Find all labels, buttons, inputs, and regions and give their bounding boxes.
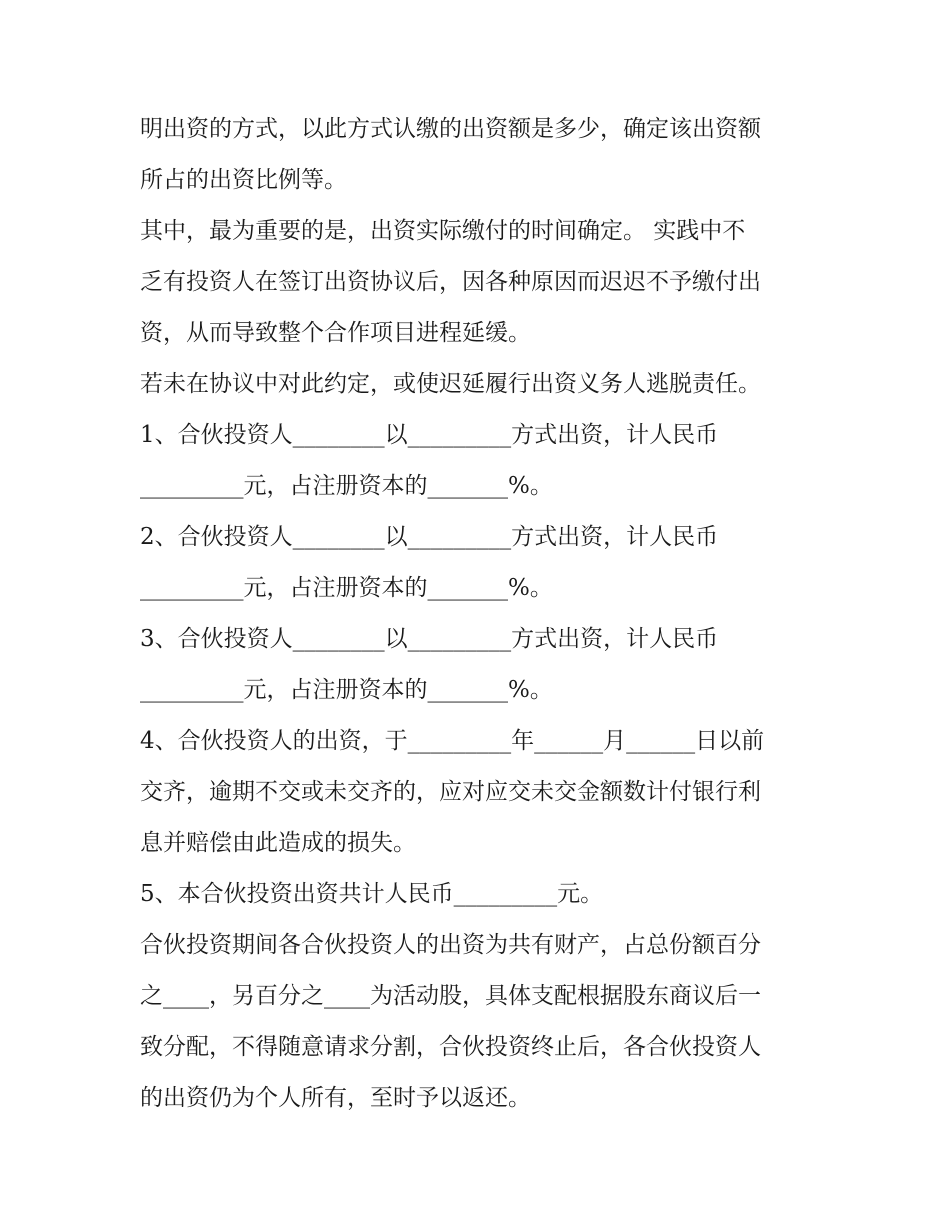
clause-2-line: _________元，占注册资本的_______%。	[140, 575, 553, 601]
clause-4-line: 交齐，逾期不交或未交齐的，应对应交未交金额数计付银行利	[140, 779, 761, 805]
text-line: 致分配，不得随意请求分割，合伙投资终止后，各合伙投资人	[140, 1034, 761, 1060]
text-line: 乏有投资人在签订出资协议后，因各种原因而迟迟不予缴付出	[140, 269, 761, 295]
text-line: 之____，另百分之____为活动股，具体支配根据股东商议后一	[140, 983, 761, 1009]
clause-4-line: 息并赔偿由此造成的损失。	[140, 830, 416, 856]
text-line: 资，从而导致整个合作项目进程延缓。	[140, 320, 531, 346]
text-line: 所占的出资比例等。	[140, 167, 347, 193]
text-line: 合伙投资期间各合伙投资人的出资为共有财产，占总份额百分	[140, 932, 761, 958]
clause-3-line: 3、合伙投资人________以_________方式出资，计人民币	[140, 626, 719, 652]
text-line: 明出资的方式，以此方式认缴的出资额是多少，确定该出资额	[140, 116, 761, 142]
clause-1-line: 1、合伙投资人________以_________方式出资，计人民币	[140, 422, 719, 448]
clause-2-line: 2、合伙投资人________以_________方式出资，计人民币	[140, 524, 719, 550]
clause-1-line: _________元，占注册资本的_______%。	[140, 473, 553, 499]
text-line: 若未在协议中对此约定，或使迟延履行出资义务人逃脱责任。	[140, 371, 761, 397]
clause-5-line: 5、本合伙投资出资共计人民币_________元。	[140, 881, 604, 907]
clause-4-line: 4、合伙投资人的出资，于_________年______月______日以前	[140, 728, 765, 754]
text-line: 其中，最为重要的是，出资实际缴付的时间确定。 实践中不	[140, 218, 746, 244]
document-body	[140, 104, 820, 1124]
text-line: 的出资仍为个人所有，至时予以返还。	[140, 1085, 531, 1111]
clause-3-line: _________元，占注册资本的_______%。	[140, 677, 553, 703]
